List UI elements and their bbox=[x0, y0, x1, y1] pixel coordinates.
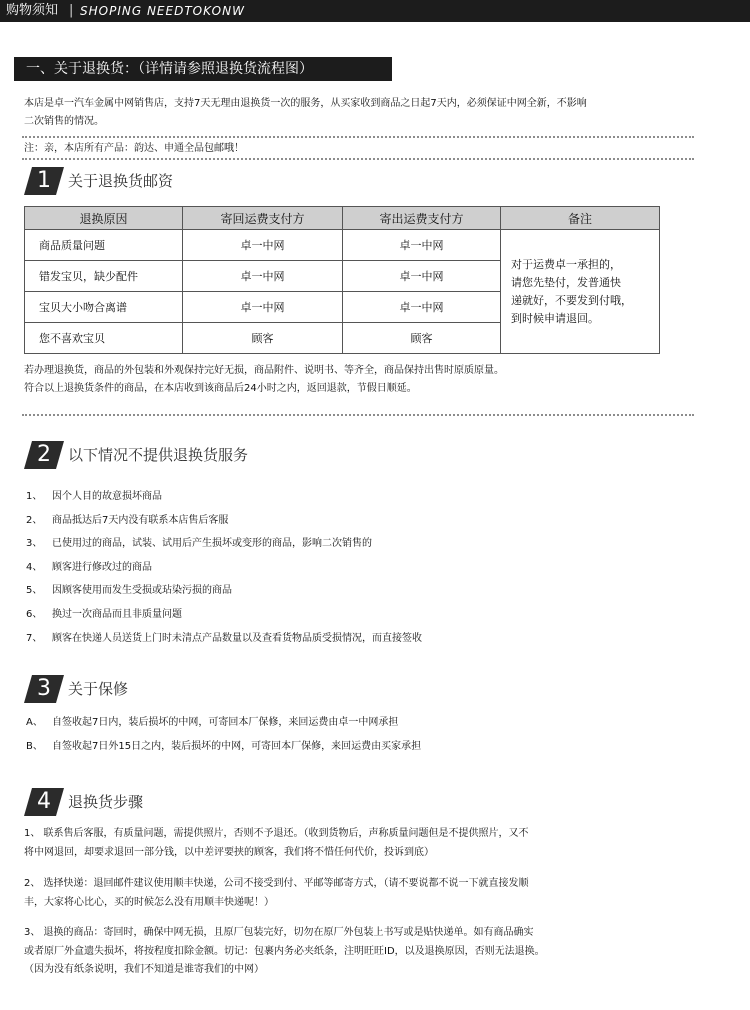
list-number: 1、 bbox=[26, 491, 43, 502]
col-header: 退换原因 bbox=[25, 207, 183, 230]
page-header bbox=[0, 0, 750, 22]
list-number: B、 bbox=[26, 741, 43, 752]
list-number: 5、 bbox=[26, 585, 43, 596]
section-number: 4 bbox=[37, 789, 51, 814]
step-2-line-1: 2、 选择快递：退回邮件建议使用顺丰快递，公司不接受到付、平邮等邮寄方式，（请不要说都不说一下就直接发顺 bbox=[24, 878, 529, 889]
divider bbox=[22, 158, 694, 160]
list-text: 已使用过的商品，试装、试用后产生损坏或变形的商品，影响二次销售的 bbox=[52, 538, 372, 549]
divider bbox=[22, 136, 694, 138]
condition-line-2: 符合以上退换货条件的商品，在本店收到该商品后24小时之内，返回退款，节假日顺延。 bbox=[24, 383, 417, 394]
list-number: 2、 bbox=[26, 515, 43, 526]
list-item bbox=[26, 713, 398, 728]
table-cell: 卓一中网 bbox=[183, 292, 343, 323]
heading-no-service: 以下情况不提供退换货服务 bbox=[68, 446, 249, 464]
table-cell: 错发宝贝，缺少配件 bbox=[25, 261, 183, 292]
step-2-line-2: 丰，大家将心比心，买的时候怎么没有用顺丰快递呢！） bbox=[24, 897, 274, 908]
table-row bbox=[25, 230, 660, 261]
table-cell: 卓一中网 bbox=[183, 230, 343, 261]
list-item bbox=[26, 737, 421, 752]
section-number: 3 bbox=[37, 676, 51, 701]
list-item bbox=[26, 605, 182, 620]
list-text: 换过一次商品而且非质量问题 bbox=[52, 609, 182, 620]
list-text: 因个人目的故意损坏商品 bbox=[52, 491, 162, 502]
shipping-table bbox=[24, 206, 660, 354]
note-line: 对于运费卓一承担的， bbox=[511, 257, 621, 271]
table-cell: 宝贝大小吻合离谱 bbox=[25, 292, 183, 323]
heading-warranty: 关于保修 bbox=[68, 680, 129, 698]
table-cell: 商品质量问题 bbox=[25, 230, 183, 261]
intro-line-2: 二次销售的情况。 bbox=[24, 116, 104, 127]
list-item bbox=[26, 511, 228, 526]
intro-line-1: 本店是卓一汽车金属中网销售店，支持7天无理由退换货一次的服务，从买家收到商品之日起7天内，必须保证中网全新，不影响 bbox=[24, 98, 587, 109]
col-header: 寄回运费支付方 bbox=[183, 207, 343, 230]
list-number: 4、 bbox=[26, 562, 43, 573]
table-note-cell bbox=[501, 230, 660, 354]
shipping-notice: 注：亲，本店所有产品：韵达、申通全品包邮哦！ bbox=[24, 143, 244, 154]
step-1-line-2: 将中网退回，却要求退回一部分钱，以中差评要挟的顾客，我们将不惜任何代价，投诉到底） bbox=[24, 847, 434, 858]
list-item bbox=[26, 581, 232, 596]
section-number: 1 bbox=[37, 168, 51, 193]
list-number: 7、 bbox=[26, 633, 43, 644]
list-text: 因顾客使用而发生受损或玷染污损的商品 bbox=[52, 585, 232, 596]
step-1-line-1: 1、 联系售后客服，有质量问题，需提供照片，否则不予退还。（收到货物后，声称质量问题但是不提供照片，又不 bbox=[24, 828, 529, 839]
note-line: 递就好，不要发到付哦， bbox=[511, 293, 632, 307]
section-number-badge bbox=[24, 788, 64, 816]
header-title-en: SHOPING NEEDTOKONW bbox=[80, 4, 245, 18]
divider bbox=[22, 414, 694, 416]
list-number: A、 bbox=[26, 717, 43, 728]
step-3-line-1: 3、 退换的商品：寄回时，确保中网无损，且原厂包装完好，切勿在原厂外包装上书写或是贴快递单。如有商品确实 bbox=[24, 927, 534, 938]
table-header-row bbox=[25, 207, 660, 230]
table-cell: 顾客 bbox=[183, 323, 343, 354]
list-item bbox=[26, 487, 162, 502]
table-cell: 卓一中网 bbox=[343, 292, 501, 323]
note-line: 请您先垫付，发普通快 bbox=[511, 275, 621, 289]
heading-steps: 退换货步骤 bbox=[68, 793, 144, 811]
table-cell: 卓一中网 bbox=[183, 261, 343, 292]
step-3-line-3: （因为没有纸条说明，我们不知道是谁寄我们的中网） bbox=[24, 964, 264, 975]
section-number-badge bbox=[24, 441, 64, 469]
header-title-cn: 购物须知 bbox=[6, 3, 59, 18]
header-separator: | bbox=[69, 3, 74, 18]
table-cell: 卓一中网 bbox=[343, 261, 501, 292]
list-number: 3、 bbox=[26, 538, 43, 549]
list-text: 自签收起7日外15日之内，装后损坏的中网，可寄回本厂保修，来回运费由买家承担 bbox=[52, 741, 422, 752]
list-item bbox=[26, 558, 152, 573]
list-item bbox=[26, 629, 422, 644]
condition-line-1: 若办理退换货，商品的外包装和外观保持完好无损，商品附件、说明书、等齐全，商品保持出售时原质原量。 bbox=[24, 365, 504, 376]
list-text: 顾客进行修改过的商品 bbox=[52, 562, 152, 573]
list-text: 顾客在快递人员送货上门时未清点产品数量以及查看货物品质受损情况，而直接签收 bbox=[52, 633, 422, 644]
step-3-line-2: 或者原厂外盒遗失损坏，将按程度扣除金额。切记：包裹内务必夹纸条，注明旺旺ID，以及退换原因，否则无法退换。 bbox=[24, 946, 545, 957]
table-cell: 卓一中网 bbox=[343, 230, 501, 261]
col-header: 备注 bbox=[501, 207, 660, 230]
section-number-badge bbox=[24, 675, 64, 703]
list-number: 6、 bbox=[26, 609, 43, 620]
table-cell: 顾客 bbox=[343, 323, 501, 354]
list-text: 商品抵达后7天内没有联系本店售后客服 bbox=[52, 515, 229, 526]
list-text: 自签收起7日内，装后损坏的中网，可寄回本厂保修，来回运费由卓一中网承担 bbox=[52, 717, 399, 728]
heading-shipping: 关于退换货邮资 bbox=[68, 172, 174, 190]
section-title-returns: 一、关于退换货：（详情请参照退换货流程图） bbox=[14, 57, 392, 81]
col-header: 寄出运费支付方 bbox=[343, 207, 501, 230]
table-cell: 您不喜欢宝贝 bbox=[25, 323, 183, 354]
section-number: 2 bbox=[37, 442, 51, 467]
section-number-badge bbox=[24, 167, 64, 195]
note-line: 到时候申请退回。 bbox=[511, 311, 599, 325]
list-item bbox=[26, 534, 372, 549]
